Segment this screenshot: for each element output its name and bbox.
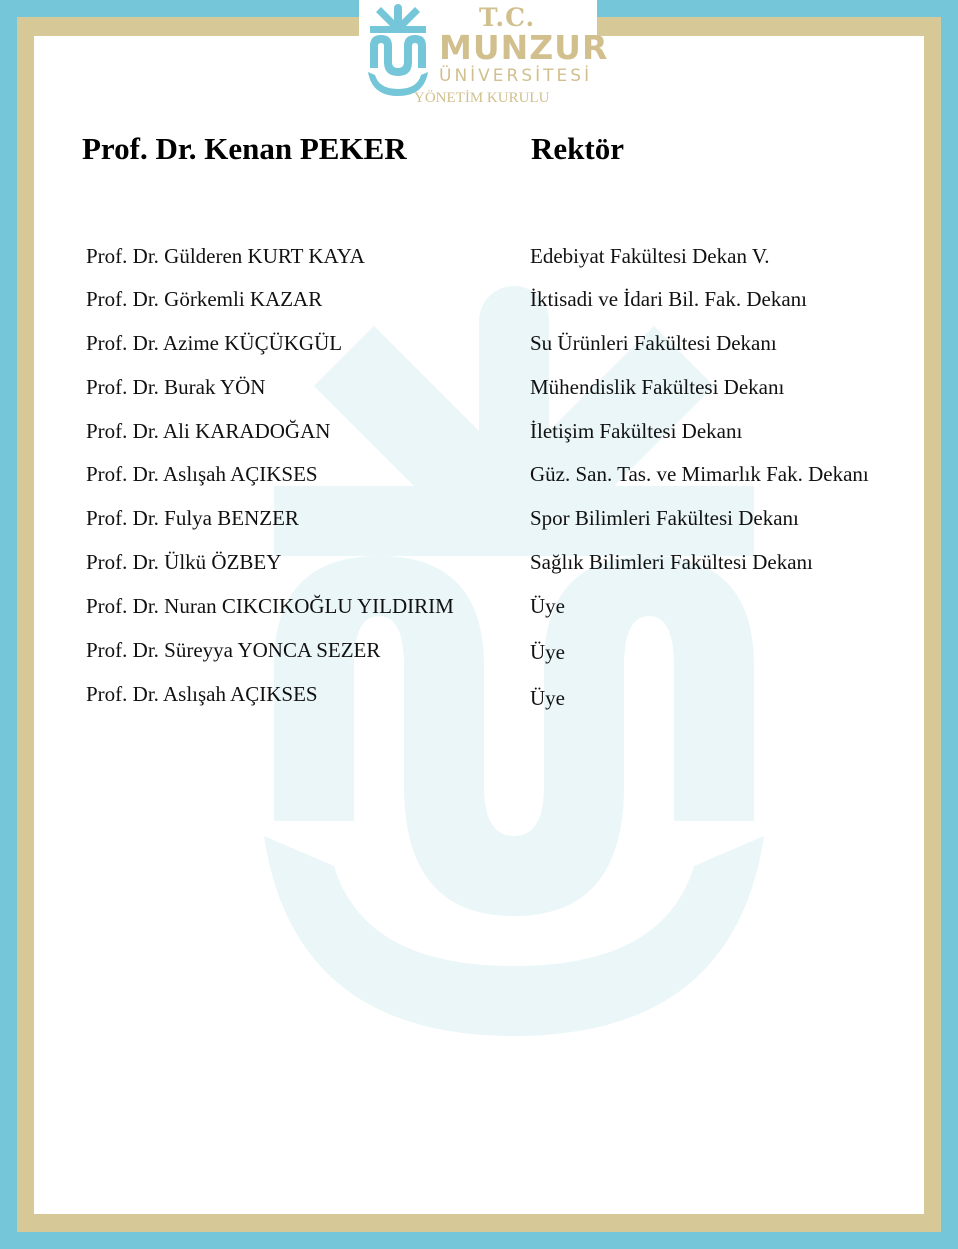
logo-munzur-text: MUNZUR — [439, 28, 609, 67]
member-name: Prof. Dr. Nuran CIKCIKOĞLU YILDIRIM — [86, 594, 454, 618]
member-row — [0, 682, 958, 712]
member-name: Prof. Dr. Süreyya YONCA SEZER — [86, 638, 381, 662]
member-role: Üye — [530, 686, 565, 710]
member-name: Prof. Dr. Azime KÜÇÜKGÜL — [86, 331, 343, 355]
university-logo — [359, 0, 609, 108]
member-name: Prof. Dr. Aslışah AÇIKSES — [86, 462, 318, 486]
member-row — [0, 287, 958, 317]
member-role: İletişim Fakültesi Dekanı — [530, 419, 743, 443]
logo-universitesi-text: ÜNİVERSİTESİ — [439, 66, 593, 86]
member-role: Üye — [530, 640, 565, 664]
member-row — [0, 550, 958, 580]
member-name: Prof. Dr. Gülderen KURT KAYA — [86, 244, 365, 268]
member-name: Prof. Dr. Fulya BENZER — [86, 506, 299, 530]
member-role: Spor Bilimleri Fakültesi Dekanı — [530, 506, 799, 530]
member-role: Edebiyat Fakültesi Dekan V. — [530, 244, 770, 268]
rector-title: Rektör — [531, 131, 624, 166]
member-row — [0, 638, 958, 668]
rector-name: Prof. Dr. Kenan PEKER — [82, 131, 407, 166]
member-row — [0, 419, 958, 449]
member-row — [0, 375, 958, 405]
member-role: İktisadi ve İdari Bil. Fak. Dekanı — [530, 287, 808, 311]
member-role: Su Ürünleri Fakültesi Dekanı — [530, 331, 777, 355]
member-row — [0, 594, 958, 624]
logo-yonetim-kurulu-text: YÖNETİM KURULU — [414, 90, 550, 106]
munzur-logo-icon — [366, 2, 430, 100]
document-page — [34, 36, 924, 1214]
member-name: Prof. Dr. Ali KARADOĞAN — [86, 419, 331, 443]
member-role: Üye — [530, 594, 565, 618]
member-name: Prof. Dr. Ülkü ÖZBEY — [86, 550, 282, 574]
member-row — [0, 506, 958, 536]
member-name: Prof. Dr. Aslışah AÇIKSES — [86, 682, 318, 706]
member-name: Prof. Dr. Burak YÖN — [86, 375, 266, 399]
member-row — [0, 244, 958, 274]
member-row — [0, 331, 958, 361]
member-role: Güz. San. Tas. ve Mimarlık Fak. Dekanı — [530, 462, 869, 486]
member-name: Prof. Dr. Görkemli KAZAR — [86, 287, 323, 311]
member-row — [0, 462, 958, 492]
logo-tc-text: T.C. — [479, 3, 536, 32]
member-role: Mühendislik Fakültesi Dekanı — [530, 375, 785, 399]
member-role: Sağlık Bilimleri Fakültesi Dekanı — [530, 550, 813, 574]
